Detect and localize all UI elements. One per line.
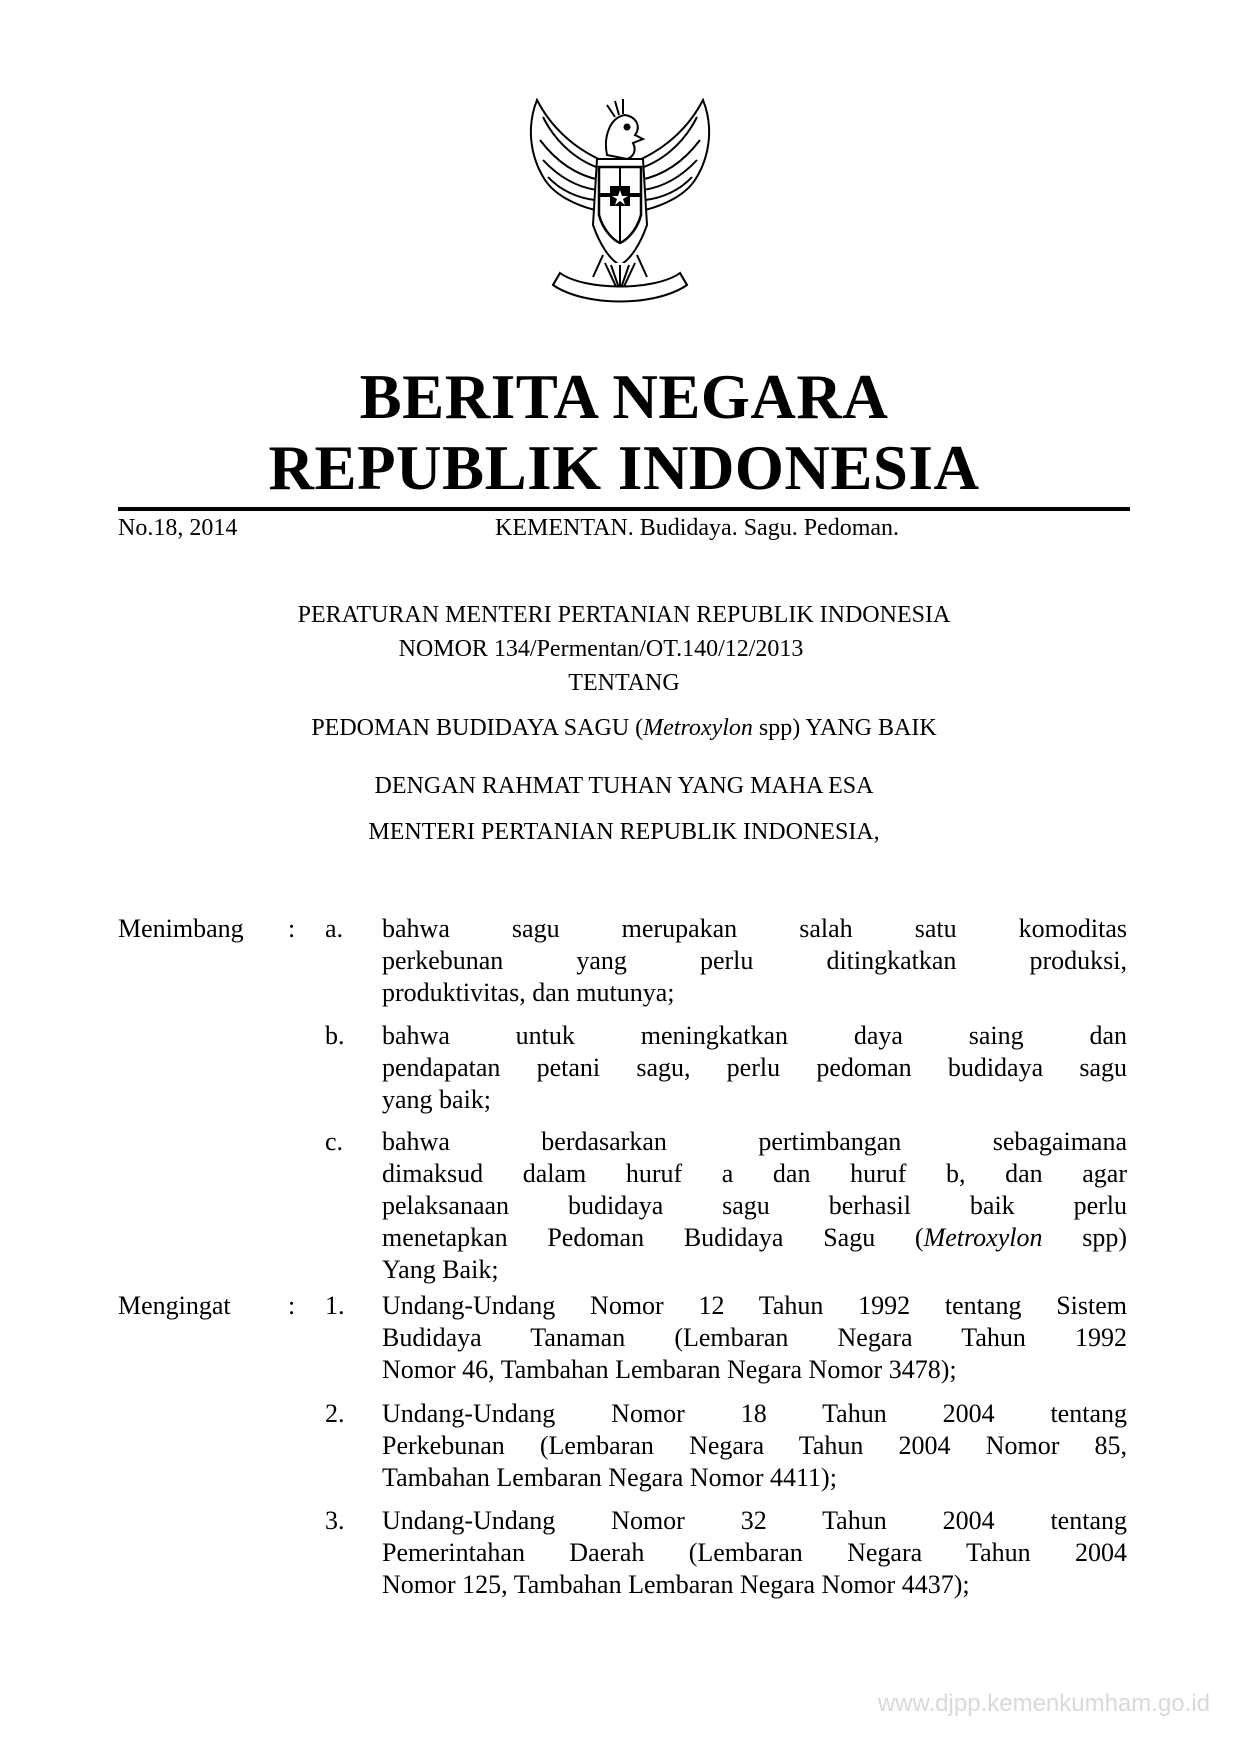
menimbang-label: Menimbang: [118, 914, 244, 943]
regulation-title: PERATURAN MENTERI PERTANIAN REPUBLIK INDONESIA: [297, 602, 951, 628]
mengingat-marker-1: 1.: [325, 1291, 345, 1320]
menimbang-item-c: bahwa berdasarkan pertimbangan sebagaimana dimaksud dalam huruf a dan huruf b, dan agar pelaksanaan budidaya sagu berhasil baik perlu menetapkan Pedoman Budidaya Sagu (Metroxylon spp) Yang Baik;: [382, 1127, 1127, 1284]
gazette-tags: KEMENTAN. Budidaya. Sagu. Pedoman.: [495, 515, 900, 541]
menimbang-colon: :: [288, 914, 296, 943]
mengingat-colon: :: [288, 1291, 296, 1320]
mengingat-item-2: Undang-Undang Nomor 18 Tahun 2004 tentang Perkebunan (Lembaran Negara Tahun 2004 Nomor 85, Tambahan Lembaran Negara Nomor 4411);: [382, 1399, 1127, 1492]
mengingat-item-1: Undang-Undang Nomor 12 Tahun 1992 tentang Sistem Budidaya Tanaman (Lembaran Negara Tahun 1992 Nomor 46, Tambahan Lembaran Negara Nomor 3478);: [382, 1291, 1127, 1384]
regulation-menteri: MENTERI PERTANIAN REPUBLIK INDONESIA,: [368, 819, 880, 845]
regulation-tentang: TENTANG: [568, 670, 680, 696]
mengingat-label: Mengingat: [118, 1291, 231, 1320]
regulation-rahmat: DENGAN RAHMAT TUHAN YANG MAHA ESA: [374, 773, 874, 799]
menimbang-marker-c: c.: [325, 1127, 344, 1156]
title-line-1: BERITA NEGARA: [359, 362, 889, 432]
mengingat-marker-2: 2.: [325, 1399, 345, 1428]
menimbang-marker-b: b.: [325, 1021, 345, 1050]
gazette-number: No.18, 2014: [118, 515, 238, 541]
header-divider: [118, 507, 1130, 511]
menimbang-item-b: bahwa untuk meningkatkan daya saing dan pendapatan petani sagu, perlu pedoman budidaya sagu yang baik;: [382, 1021, 1127, 1114]
source-watermark: www.djpp.kemenkumham.go.id: [877, 1690, 1210, 1717]
menimbang-marker-a: a.: [325, 914, 344, 943]
regulation-subject: PEDOMAN BUDIDAYA SAGU (Metroxylon spp) YANG BAIK: [311, 715, 937, 741]
menimbang-item-a: bahwa sagu merupakan salah satu komoditas perkebunan yang perlu ditingkatkan produksi, produktivitas, dan mutunya;: [382, 914, 1127, 1007]
garuda-emblem: [515, 95, 725, 310]
title-line-2: REPUBLIK INDONESIA: [268, 433, 980, 503]
regulation-number: NOMOR 134/Permentan/OT.140/12/2013: [398, 636, 804, 662]
mengingat-marker-3: 3.: [325, 1506, 345, 1535]
mengingat-item-3: Undang-Undang Nomor 32 Tahun 2004 tentang Pemerintahan Daerah (Lembaran Negara Tahun 2004 Nomor 125, Tambahan Lembaran Negara Nomor 4437);: [382, 1506, 1127, 1599]
